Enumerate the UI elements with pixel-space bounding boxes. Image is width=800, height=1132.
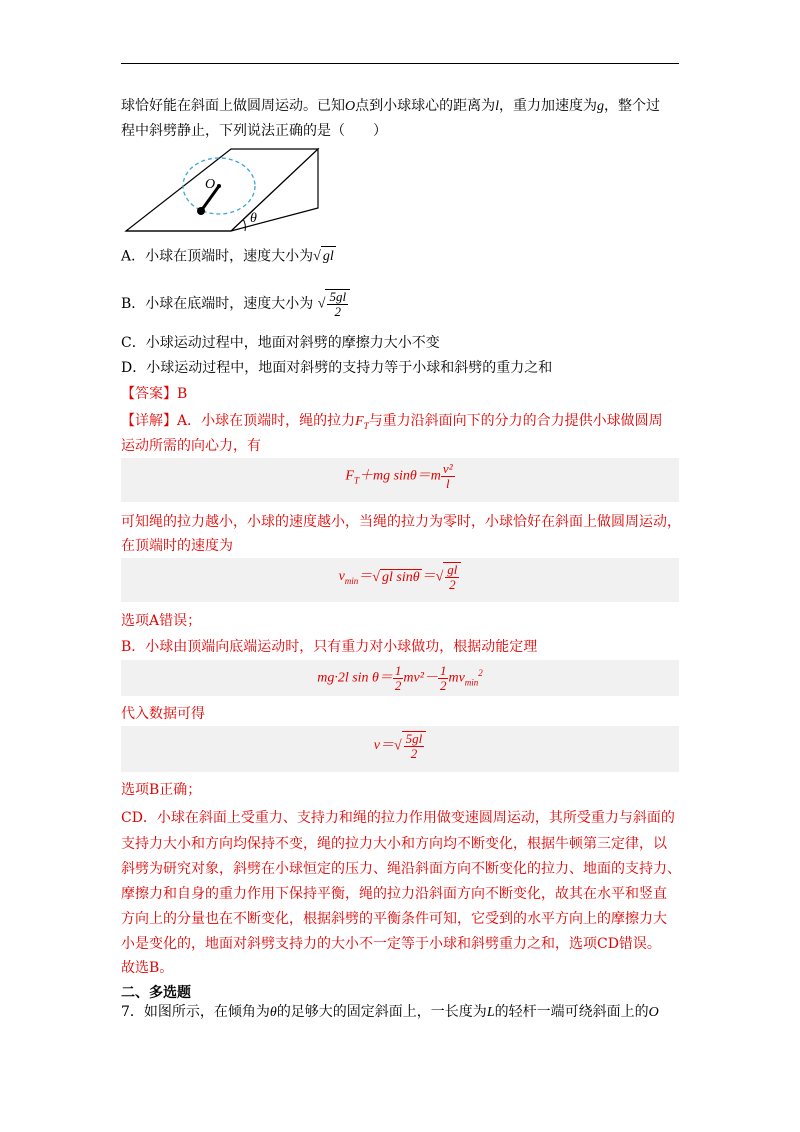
option-a-text: A．小球在顶端时，速度大小为 bbox=[121, 248, 314, 265]
label-o: O bbox=[205, 177, 216, 192]
stem-var-l: l bbox=[495, 99, 500, 114]
cd-line6: 小是变化的，地面对斜劈支持力的大小不一定等于小球和斜劈重力之和，选项CD错误。 bbox=[121, 936, 661, 952]
stem-var-g: g bbox=[597, 99, 605, 114]
detail-line4: 在顶端时的速度为 bbox=[121, 538, 233, 554]
wedge-side-face bbox=[231, 149, 318, 231]
q7-text-b: 的足够大的固定斜面上，一长度为 bbox=[276, 1004, 487, 1020]
detail-l1-F: F bbox=[355, 414, 364, 429]
cd-line7: 故选B。 bbox=[121, 960, 174, 976]
detail-line3: 可知绳的拉力越小，小球的速度越小，当绳的拉力为零时，小球恰好在斜面上做圆周运动， bbox=[121, 514, 681, 530]
option-a-radicand: gl bbox=[321, 246, 336, 267]
label-theta: θ bbox=[250, 211, 257, 226]
f4-den: 2 bbox=[410, 746, 418, 761]
f3-mid: mv²－ bbox=[403, 670, 438, 686]
wedge-figure bbox=[121, 146, 321, 236]
cd-line1: CD．小球在斜面上受重力、支持力和绳的拉力作用做变速圆周运动，其所受重力与斜面的 bbox=[121, 810, 675, 826]
option-b-num: 5gl bbox=[329, 289, 347, 304]
f3-h1: 1 bbox=[394, 663, 402, 678]
f1-sub: T bbox=[353, 475, 359, 486]
option-b-den: 2 bbox=[334, 304, 341, 319]
f2-eq: ＝ bbox=[358, 569, 373, 585]
answer-label: 【答案】B bbox=[121, 386, 188, 402]
f1-num: v² bbox=[442, 461, 453, 476]
question-stem-line1 bbox=[121, 96, 660, 117]
q7-text-c: 的轻杆一端可绕斜面上的 bbox=[494, 1004, 649, 1020]
question-stem-line2: 程中斜劈静止，下列说法正确的是（ ） bbox=[121, 123, 387, 139]
question-7 bbox=[121, 1002, 659, 1023]
q7-text-a: 7．如图所示，在倾角为 bbox=[121, 1004, 270, 1020]
option-a bbox=[121, 246, 336, 267]
wedge-slope-face bbox=[126, 149, 318, 231]
cd-line5: 方向上的分量也在不断变化，根据斜劈的平衡条件可知，它受到的水平方向上的摩擦力大 bbox=[121, 911, 667, 927]
formula-3 bbox=[121, 664, 679, 693]
f1-mid: ＋mg sinθ＝m bbox=[358, 468, 441, 484]
f1-F: F bbox=[345, 468, 354, 484]
detail-l1-T: T bbox=[363, 420, 369, 431]
f2-rad: gl sinθ bbox=[381, 569, 420, 585]
detail-line2: 运动所需的向心力，有 bbox=[121, 438, 261, 454]
f4-v: v＝ bbox=[373, 738, 394, 754]
stem-text-c: ，重力加速度为 bbox=[499, 98, 598, 114]
f2-num: gl bbox=[447, 562, 458, 577]
stem-text-b: 点到小球球心的距离为 bbox=[355, 98, 496, 114]
option-a-sqrt: √ gl bbox=[313, 246, 336, 267]
header-rule bbox=[121, 63, 679, 64]
option-d: D．小球运动过程中，地面对斜劈的支持力等于小球和斜劈的重力之和 bbox=[121, 360, 553, 376]
formula-4: v＝√ $\frac{5gl}{2}$ bbox=[121, 731, 679, 761]
ball bbox=[197, 207, 205, 215]
f3-d1: 2 bbox=[394, 678, 402, 693]
detail-line5: 选项A错误； bbox=[121, 613, 202, 629]
stem-text-d: ，整个过 bbox=[604, 98, 661, 114]
f3-sub: min bbox=[464, 677, 479, 688]
f3-left: mg·2l sin θ＝ bbox=[317, 670, 393, 686]
option-b bbox=[121, 289, 350, 319]
detail-l1-text-b: 与重力沿斜面向下的分力的合力提供小球做圆周 bbox=[368, 413, 663, 429]
detail-line8: 选项B正确； bbox=[121, 782, 202, 798]
f2-den: 2 bbox=[449, 577, 456, 592]
f4-num: 5gl bbox=[405, 731, 423, 746]
f1-den: l bbox=[445, 476, 450, 491]
detail-line7: 代入数据可得 bbox=[121, 706, 205, 722]
q7-O: O bbox=[648, 1005, 659, 1020]
detail-line6: B．小球由顶端向底端运动时，只有重力对小球做功，根据动能定理 bbox=[121, 639, 538, 655]
center-point-o bbox=[217, 184, 221, 188]
stem-var-o: O bbox=[345, 99, 356, 114]
q7-L: L bbox=[486, 1005, 495, 1020]
cd-line4: 摩擦力和自身的重力作用下保持平衡，绳的拉力沿斜面方向不断变化，故其在水平和竖直 bbox=[121, 886, 667, 902]
option-b-text: B．小球在底端时，速度大小为 bbox=[121, 296, 314, 312]
f3-h2: 1 bbox=[439, 663, 447, 678]
cd-line3: 斜劈为研究对象，斜劈在小球恒定的压力、绳沿斜面方向不断变化的拉力、地面的支持力、 bbox=[121, 861, 681, 877]
formula-1 bbox=[121, 462, 679, 491]
f3-sup: 2 bbox=[478, 668, 483, 679]
f3-d2: 2 bbox=[439, 678, 447, 693]
stem-text: 球恰好能在斜面上做圆周运动。已知 bbox=[121, 98, 345, 114]
option-b-sqrt: √ $\frac{5gl}{2}$ bbox=[318, 289, 350, 319]
f2-eq2: ＝ bbox=[421, 569, 436, 585]
formula-2: $v_{min}=√$ gl sinθ ＝√ $\frac{gl}{2}$ bbox=[121, 562, 679, 592]
detail-l1-text: 【详解】A．小球在顶端时，绳的拉力 bbox=[121, 413, 356, 429]
q7-theta: θ bbox=[269, 1005, 277, 1020]
option-c: C．小球运动过程中，地面对斜劈的摩擦力大小不变 bbox=[121, 335, 440, 351]
section-heading: 二、多选题 bbox=[121, 985, 191, 1001]
cd-line2: 支持力大小和方向均保持不变，绳的拉力大小和方向均不断变化，根据牛顿第三定律，以 bbox=[121, 836, 667, 852]
detail-line1 bbox=[121, 411, 663, 436]
f3-right: mv bbox=[448, 670, 465, 686]
f2-sub: min bbox=[344, 576, 359, 587]
f2-v: v bbox=[338, 569, 345, 585]
